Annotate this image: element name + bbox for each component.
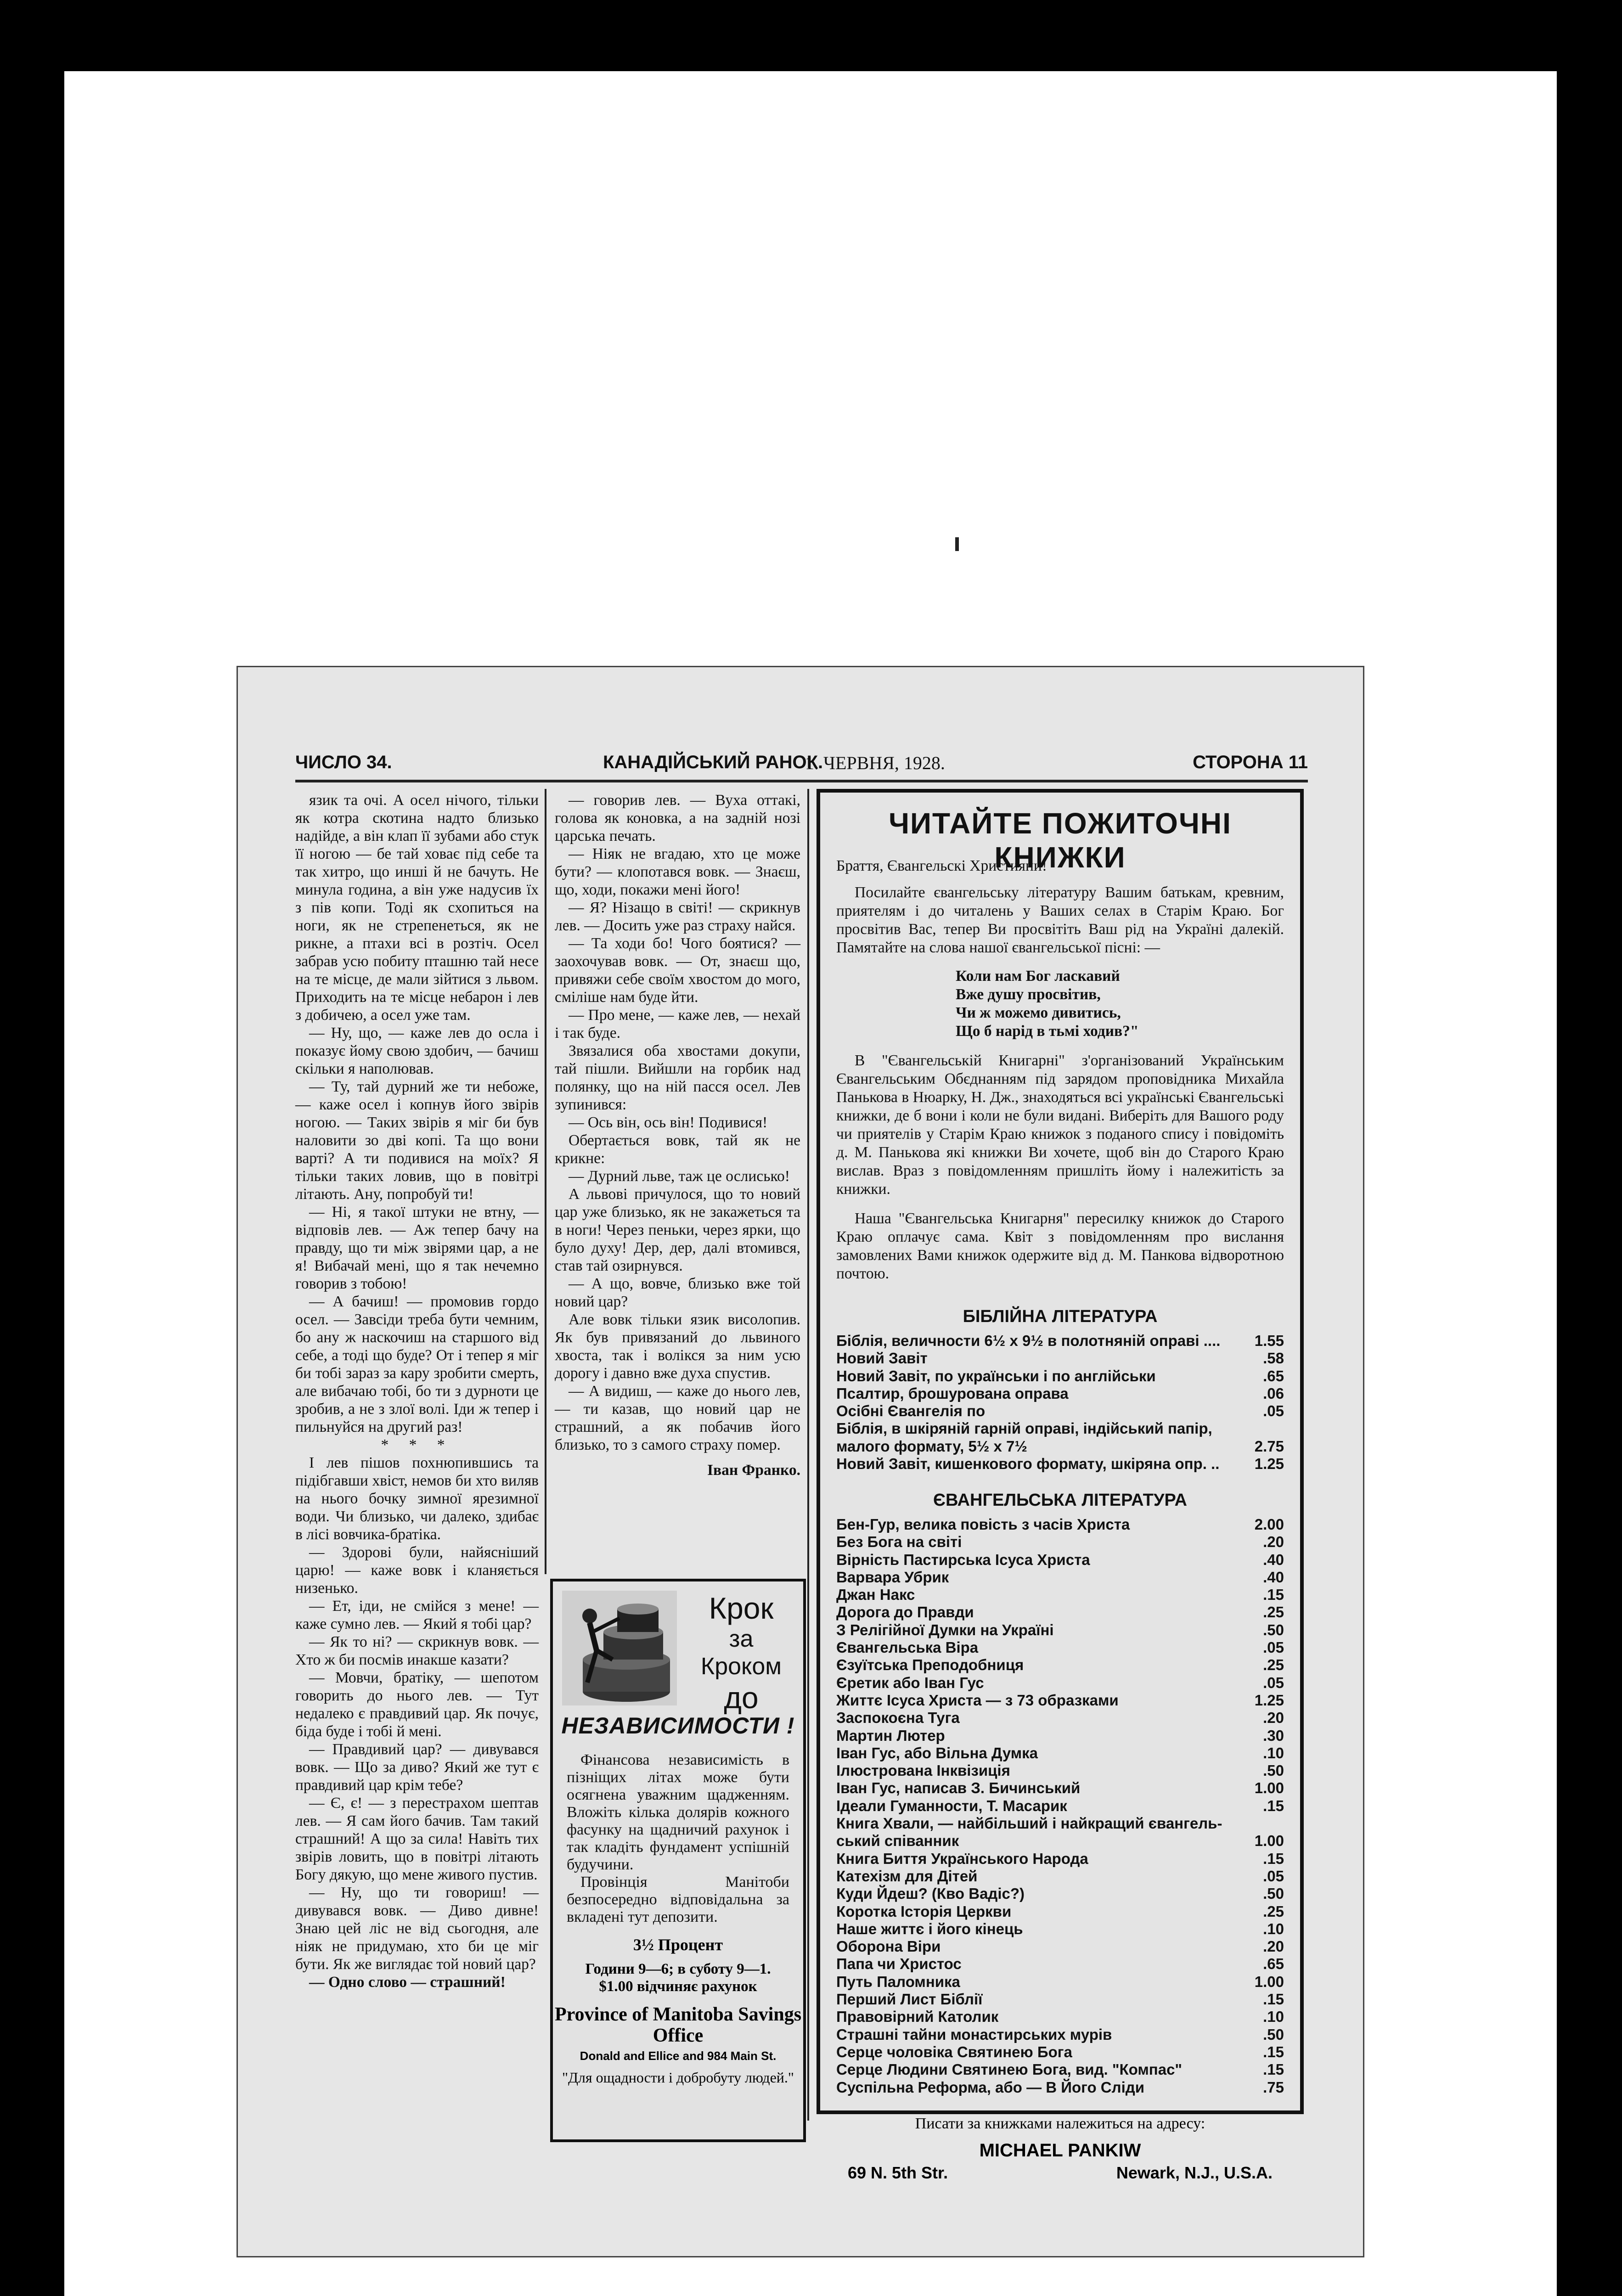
interest-rate: 3½ Процент [633,1936,723,1954]
book-row [836,1885,1284,1902]
books-title: ЧИТАЙТЕ ПОЖИТОЧНІ КНИЖКИ [889,807,1232,874]
story-paragraph: — Та ходи бо! Чого боятися? — заохочував вовк. — От, знаєш що, привяжи себе своїм хвостом до мого, сміліше нам буде йти. [555,935,800,1006]
book-row [836,1455,1284,1473]
book-title: Коротка Історія Церкви [836,1902,1012,1920]
book-price: .10 [1263,2008,1284,2026]
book-title: Книга Хвали, — найбільший і найкращий євангель- [836,1815,1222,1832]
book-price: 1.00 [1254,1832,1284,1850]
gospel-book-list [836,1516,1284,2096]
book-title: Біблія, в шкіряній гарній оправі, індійський папір, [836,1420,1212,1437]
book-row [836,1797,1284,1815]
book-row [836,1903,1284,1920]
section-break: * * * [381,1436,453,1453]
book-price: .20 [1263,1533,1284,1551]
column-rule [807,789,809,2121]
book-price: .40 [1263,1551,1284,1568]
contact-note: Писати за книжками належиться на адресу: [915,2115,1205,2132]
story-paragraph: — Ну, що, — каже лев до осла і показує йому свою здобич, — бачиш скільки я наполював. [295,1024,539,1077]
book-title: Єретик або Іван Гус [836,1674,984,1691]
story-paragraph: — Я? Нізащо в світі! — скрикнув лев. — Досить уже раз страху найся. [555,899,800,934]
book-title: Новий Завіт, по українськи і по англійськи [836,1367,1156,1384]
bible-book-list [836,1332,1284,1473]
ad-slogan: "Для ощадности і добробуту людей." [562,2069,794,2086]
book-row [836,1385,1284,1402]
book-title: Осібні Євангелія по [836,1402,986,1420]
books-paragraph: Посилайте євангельську літературу Вашим батькам, кревним, приятелям і до читалень у Ваших селах в Старім Краю. Бог просвітив Вас, тепер Ви просвітіть Ваш рід на Україні далекій. Памятайте на слова нашої євангельської пісні: — [836,884,1284,956]
poem-line: Що б нарід в тьмі ходив?" [956,1023,1139,1040]
book-title: Путь Паломника [836,1973,960,1990]
book-row [836,1586,1284,1604]
book-row [836,1604,1284,1621]
book-price: .25 [1263,1656,1284,1674]
bible-section-heading: БІБЛІЙНА ЛІТЕРАТУРА [963,1307,1158,1326]
book-title: Страшні тайни монастирських мурів [836,2026,1112,2043]
book-row [836,1727,1284,1745]
ad-paragraph: Фінансова независимість в пізніщих літах може бути осягнена уважним щадженням. Вложіть кілька долярів кожного фасунку на щадничий рахунок і так кладіть фундамент успішній будучини. [567,1751,789,1873]
book-price: .75 [1263,2078,1284,2096]
story-paragraph: — Мовчи, братіку, — шепотом говорить до нього лев. — Тут недалеко є правдивий цар. Як почує, біда буде і тобі й мені. [295,1669,539,1740]
book-title: малого формату, 5½ x 7½ [836,1437,1027,1455]
publisher-city: Newark, N.J., U.S.A. [1116,2163,1273,2182]
book-row [836,1850,1284,1868]
book-price: .40 [1263,1568,1284,1586]
book-title: ський співанник [836,1832,959,1850]
books-intro [836,857,1284,1283]
books-paragraph: Наша "Євангельська Книгарня" пересилку книжок до Старого Краю оплачує сама. Квіт з повідомленням про вислання замовлених Вами книжок одержите від д. М. Панкова відворотною почтою. [836,1210,1284,1282]
book-title: Дорога до Правди [836,1604,974,1621]
book-row [836,2008,1284,2026]
book-price: 1.00 [1254,1779,1284,1797]
story-paragraph: I лев пішов похнюпившись та підібгавши хвіст, немов би хто виляв на нього бочку зимної ярезимної води. Чи близько, чи далеко, здибає в лісі вовчика-братіка. [295,1454,539,1543]
poem-line: Коли нам Бог ласкавий [956,968,1120,985]
page-number: СТОРОНА 11 [1193,752,1308,772]
book-title: Папа чи Христос [836,1955,962,1973]
book-price: .10 [1263,1920,1284,1937]
book-row [836,1938,1284,1955]
story-paragraph: Обертається вовк, тай як не крикне: [555,1132,800,1167]
book-price: .05 [1263,1402,1284,1420]
book-title: Перший Лист Біблії [836,1991,983,2008]
poem-line: Чи ж можемо дивитись, [956,1004,1121,1021]
gospel-section-heading: ЄВАНГЕЛЬСЬКА ЛІТЕРАТУРА [933,1491,1187,1510]
book-title: Куди Йдеш? (Кво Вадіс?) [836,1885,1025,1902]
book-title: Мартин Лютер [836,1727,945,1744]
book-row [836,1438,1284,1455]
book-row [836,1692,1284,1709]
story-paragraph: — Ніяк не вгадаю, хто це може бути? — клопотався вовк. — Знаєш, що, ходи, покажи мені його! [555,845,800,898]
book-price: .06 [1263,1384,1284,1402]
page-header [295,748,1308,782]
book-price [1279,1815,1284,1832]
story-paragraph: — Є, є! — з перестрахом шептав лев. — Я сам його бачив. Там такий страшний! А що за сила! Навіть тих звірів ловить, що в повітрі літають Богу дякую, що мене живого пустив. [295,1795,539,1883]
book-title: Вірність Пастирська Ісуса Христа [836,1551,1090,1568]
book-title: Варвара Убрик [836,1568,949,1586]
books-greeting: Браття, Євангельскі Християни! [836,857,1047,874]
book-row [836,2026,1284,2043]
story-paragraph: А львові причулося, що то новий цар уже близько, як не закажеться та в ноги! Через пеньки, через ярки, що було духу! Дер, дер, далі втомився, став тай озирнувся. [555,1186,800,1274]
book-price: .58 [1263,1350,1284,1367]
story-paragraph: — А видиш, — каже до нього лев, — ти казав, що новий цар не страшний, а як побачив його близько, то з самого страху помер. [555,1383,800,1453]
book-price: .50 [1263,2026,1284,2043]
office-address: Donald and Ellice and 984 Main St. [580,2049,777,2063]
book-price: 1.00 [1254,1973,1284,1990]
book-row [836,2079,1284,2096]
book-title: Ідеали Гуманности, Т. Масарик [836,1797,1067,1814]
publisher-name: MICHAEL PANKIW [979,2140,1141,2161]
book-row [836,1420,1284,1437]
issue-number: ЧИСЛО 34. [295,752,392,772]
story-paragraph: — Ну, що ти говориш! — дивувався вовк. — Диво дивне! Знаю цей ліс не від сьогодня, але ніяк не придумаю, хто би це міг бути. Як же виглядає той новий цар? [295,1884,539,1973]
books-paragraph: В "Євангельській Книгарні" з'організований Українським Євангельським Обєднанням під зарядом проповідника Михайла Панькова в Нюарку, Н. Дж., знаходяться всі українські Євангельські книжки, де б вони і коли не були видані. Виберіть для Вашого роду чи приятелів у Старім Краю книжок з поданого спису і повідоміть д. М. Панькова які книжки Ви хочете, щоб він до Старого Краю вислав. Враз з повідомленням пришліть йому і належитість за книжки. [836,1052,1284,1198]
story-paragraph: — Ось він, ось він! Подивися! [569,1114,768,1131]
book-title: Псалтир, брошурована оправа [836,1384,1069,1402]
story-column-2 [555,791,800,1479]
book-price: .20 [1263,1938,1284,1955]
story-paragraph: — А що, вовче, близько вже той новий цар? [555,1275,800,1310]
book-title: Життє Ісуса Христа — з 73 образками [836,1691,1119,1709]
book-title: Джан Накс [836,1586,915,1604]
book-price: .25 [1263,1604,1284,1621]
story-paragraph: Але вовк тільки язик висолопив. Як був привязаний до львиного хвоста, так і волікся за ним усю дорогу і давно вже духа спустив. [555,1311,800,1382]
book-title: Книга Биття Українського Народа [836,1850,1088,1867]
book-row [836,1516,1284,1533]
book-row [836,1973,1284,1991]
book-title: Без Бога на світі [836,1533,962,1551]
book-title: Євангельська Віра [836,1639,979,1656]
ad-headline-2: за Кроком [700,1626,782,1680]
publisher-street: 69 N. 5th Str. [848,2163,948,2182]
book-row [836,1621,1284,1639]
book-price: 1.25 [1254,1691,1284,1709]
book-row [836,1745,1284,1762]
book-row [836,1551,1284,1569]
book-title: З Релігійної Думки на Україні [836,1621,1054,1638]
ad-title: НЕЗАВИСИМОСТИ ! [561,1713,795,1739]
story-paragraph: язик та очі. А осел нічого, тільки як котра скотина надто близько надійде, а він клап її зубами або стук її ногою — бе тай ховає під себе та так хитро, що инші й не бачуть. Не минула година, а він уже надусив їх з пів копи. Тоді як схопиться на ноги, як не стрепенеться, як не рикне, а птахи всі в розтіч. Осел забрав усю побиту пташню тай несе на те місце, де мали зійтися з львом. Приходить на те місце небарон і лев з добичею, а осел уже там. [295,792,539,1024]
story-author: Іван Франко. [707,1462,800,1479]
book-price: 1.55 [1254,1332,1284,1349]
book-price: 2.00 [1254,1516,1284,1533]
poem-line: Вже душу просвітив, [956,986,1101,1003]
book-title: Правовірний Католик [836,2008,999,2026]
book-row [836,1533,1284,1551]
book-row [836,1350,1284,1367]
book-price: .15 [1263,2043,1284,2060]
film-speck [955,537,959,551]
book-title: Наше життє і його кінець [836,1920,1023,1937]
book-price: .15 [1263,1850,1284,1867]
book-row [836,1402,1284,1420]
book-row [836,1569,1284,1586]
book-row [836,2043,1284,2061]
book-row [836,1991,1284,2008]
book-title: Серце чоловіка Святинею Бога [836,2043,1072,2060]
book-row [836,1674,1284,1692]
book-title: Новий Завіт, кишенкового формату, шкіряна опр. .. [836,1455,1220,1473]
book-price: 1.25 [1254,1455,1284,1473]
newspaper-page [237,666,1364,2257]
ad-body [567,1751,789,1926]
books-ad [817,789,1304,2182]
coin-stack-illustration-icon [562,1591,677,1705]
story-paragraph: — Ет, іди, не смійся з мене! — каже сумно лев. — Який я тобі цар? [295,1598,539,1632]
book-price: .15 [1263,1991,1284,2008]
book-title: Серце Людини Святинею Бога, вид. "Компас" [836,2061,1183,2078]
story-paragraph: Звязалися оба хвостами докупи, тай пішли. Вийшли на горбик над полянку, що на ній пасся осел. Лев зупинився: [555,1042,800,1113]
issue-date: 1. ЧЕРВНЯ, 1928. [805,753,945,773]
book-row [836,1955,1284,1973]
book-title: Біблія, величности 6½ x 9½ в полотняній оправі .... [836,1332,1221,1349]
story-column-1 [295,791,539,1991]
story-paragraph: — Ні, я такої штуки не втну, — відповів лев. — Аж тепер бачу на правду, що ти між звірями цар, а не я! Вибачай мені, що я так нечемно говорив з тобою! [295,1204,539,1292]
book-title: Єзуїтська Преподобниця [836,1656,1024,1674]
book-price: .15 [1263,2061,1284,2078]
book-title: Новий Завіт [836,1350,928,1367]
book-row [836,1367,1284,1385]
book-title: Іван Гус, або Вільна Думка [836,1744,1038,1761]
savings-office-ad [550,1579,806,2142]
story-paragraph: — Дурний льве, таж це ослисько! [569,1168,790,1185]
story-paragraph: — Як то ні? — скрикнув вовк. — Хто ж би посмів инакше казати? [295,1633,539,1668]
book-title: Суспільна Реформа, або — В Його Сліди [836,2078,1144,2096]
story-paragraph: — А бачиш! — промовив гордо осел. — Завсіди треба бути чемним, бо ану ж наскочиш на старшого від себе, а тоді що буде? От і тепер я міг би тобі зараз за кару зробити смерть, але вибачаю тобі, бо ти з дурноти це зробив, а не з злої волі. Іди ж тепер і пильнуйся на другий раз! [295,1293,539,1435]
book-price: 2.75 [1254,1437,1284,1455]
book-row [836,1920,1284,1938]
office-hours [553,1960,803,1995]
book-row [836,1656,1284,1674]
book-price: .65 [1263,1367,1284,1384]
book-row [836,1639,1284,1656]
story-paragraph: — Здорові були, найясніший царю! — каже вовк і кланяється низенько. [295,1544,539,1597]
book-price: .15 [1263,1586,1284,1604]
hours-line: Години 9—6; в суботу 9—1. [585,1961,771,1977]
book-row [836,1815,1284,1832]
newspaper-name: КАНАДІЙСЬКИЙ РАНОК. [603,752,823,772]
book-price: .20 [1263,1709,1284,1727]
story-paragraph: — Правдивий цар? — дивувався вовк. — Що за диво? Який же тут є правдивий цар крім тебе? [295,1741,539,1794]
book-price: .50 [1263,1621,1284,1638]
book-price [1279,1420,1284,1437]
story-paragraph: — Про мене, — каже лев, — нехай і так буде. [555,1007,800,1041]
book-price: .15 [1263,1797,1284,1814]
ad-headline-3: до [724,1681,759,1715]
story-paragraph: — Ту, тай дурний же ти небоже, — каже осел і копнув його звірів ногою. — Таких звірів я міг би був наловити зо дві копі. Та що вони варті? А ти подивися на моїх? Я тільки таких ловив, що в повітрі літають. Ану, попробуй ти! [295,1078,539,1203]
story-paragraph: — Одно слово — страшний! [309,1974,506,1991]
office-name: Province of Manitoba Savings Office [554,2004,802,2046]
book-title: Іван Гус, написав З. Бичинський [836,1779,1081,1797]
book-title: Заспокоєна Туга [836,1709,960,1727]
book-row [836,1762,1284,1779]
ad-headline-1: Крок [709,1591,774,1625]
book-row [836,1832,1284,1850]
book-row [836,1779,1284,1797]
book-price: .50 [1263,1885,1284,1902]
ad-paragraph: Провінція Манітоби безпосередно відповідальна за вкладені тут депозити. [567,1874,789,1925]
book-row [836,1709,1284,1727]
book-price: .25 [1263,1902,1284,1920]
book-row [836,1868,1284,1885]
book-row [836,2061,1284,2078]
book-row [836,1332,1284,1350]
column-rule [545,789,546,1574]
book-title: Катехізм для Дітей [836,1867,978,1885]
book-price: .65 [1263,1955,1284,1973]
book-price: .05 [1263,1674,1284,1691]
book-title: Ілюстрована Інквізиція [836,1762,1010,1779]
book-title: Оборона Віри [836,1938,941,1955]
story-paragraph: — говорив лев. — Вуха оттакі, голова як коновка, а на задній нозі царська печать. [555,792,800,844]
book-price: .50 [1263,1762,1284,1779]
deposit-line: $1.00 відчиняє рахунок [599,1978,757,1995]
book-price: .10 [1263,1744,1284,1761]
book-price: .30 [1263,1727,1284,1744]
book-price: .05 [1263,1867,1284,1885]
book-title: Бен-Гур, велика повість з часів Христа [836,1516,1130,1533]
book-price: .05 [1263,1639,1284,1656]
